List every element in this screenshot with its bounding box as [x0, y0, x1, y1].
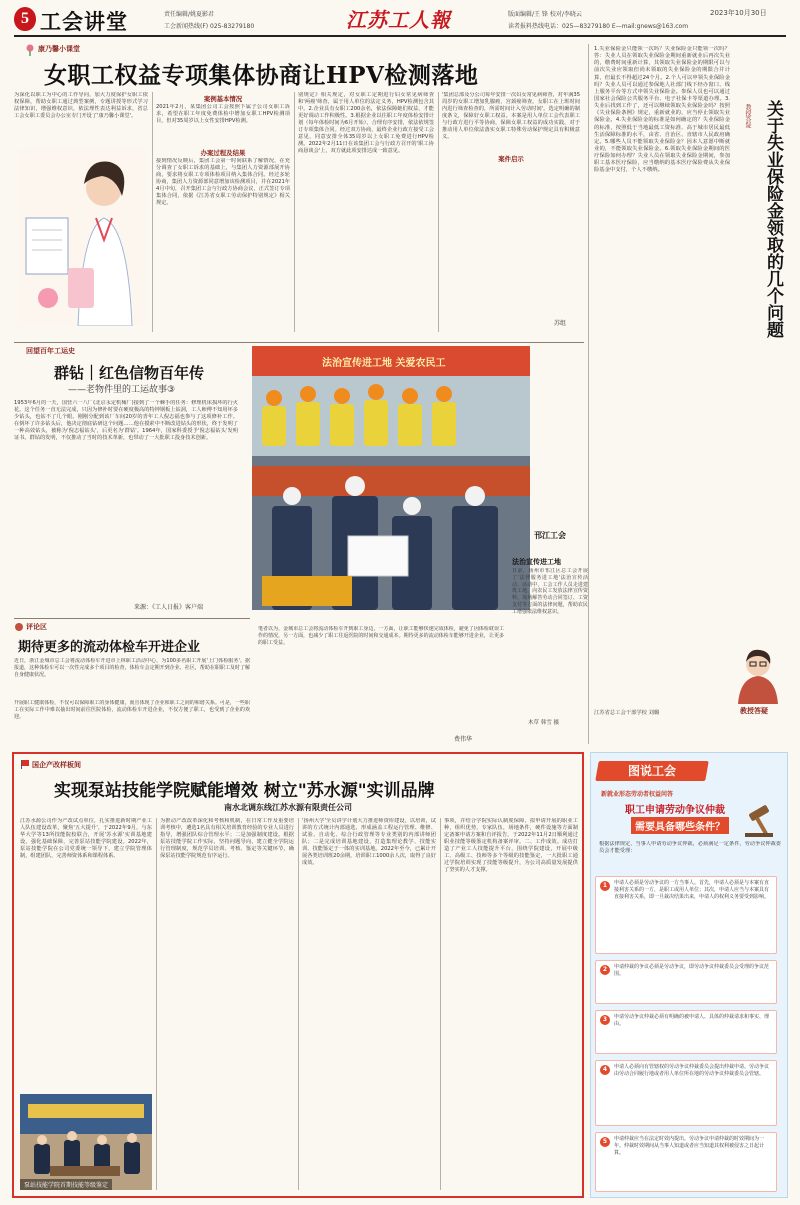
history-subhead: ——老物件里的工运故事③: [68, 385, 176, 395]
section-heading-case: 案例基本情况: [203, 95, 243, 103]
infographic-lead: 根据法律规定，当事人申请劳动争议仲裁，必须满足一定条件，劳动争议仲裁委员会才能受理：: [599, 841, 781, 855]
commentary-kicker: 评论区: [26, 622, 47, 631]
col-rule: [438, 92, 439, 332]
step-text: 申请仲裁的争议必须是劳动争议，即劳动争议仲裁委员会受理的争议范围。: [614, 964, 770, 977]
step-5: [595, 1132, 777, 1192]
section-heading-process: 办案过程及结果: [200, 149, 246, 157]
qa-stamp: 教授答疑: [740, 707, 768, 715]
top-story: [14, 44, 584, 342]
infographic-tag-text: 图说工会: [627, 764, 676, 778]
layout-meta: 版面编辑/王 锋 校对/李晓云: [508, 11, 582, 18]
history-kicker: 回望百年工运史: [26, 346, 75, 355]
training-photo: [20, 1094, 152, 1190]
top-story-col4: '集团总部及分公司每年安排一次妇女常见病筛查，对年满35周岁的女职工增加乳腺癌、宫颈癌筛查。女职工在上班时间内进行筛查检查的，所需时间计入劳动时间'。选定明确的制度条文，保障好女职工权益。本案是用人单位工会代表职工与行政方进行平等协商，保障女职工权益的成功实践，对于推动用人单位依法落实女职工特殊劳动保护规定具有积极意义。: [442, 92, 580, 141]
top-story-byline: 苏组: [554, 320, 567, 327]
caption-credit: 木草 韩雪 摄: [528, 720, 559, 726]
step-number: 5: [600, 1137, 610, 1147]
page-header: [0, 0, 800, 40]
section-heading-lessons: 案件启示: [498, 155, 524, 163]
col-rule: [156, 818, 157, 1190]
section-title: 工会讲堂: [40, 9, 128, 34]
feature-subhead: 南水北调东线江苏水源有限责任公司: [224, 803, 352, 812]
top-story-headline: 女职工权益专项集体协商让HPV检测落地: [44, 62, 479, 89]
contact-line: 读者报料热线电话：025—83279180 E—mail:gnews@163.com: [508, 23, 689, 30]
top-story-col2: 2021年2月，某集团公司工会按照下属子公司女职工诉求，希望在职工年度免费体检中增加女职工HPV检测项目，但对35周岁以上女性安排HPV检测。: [156, 104, 290, 125]
header-rule: [14, 35, 786, 37]
col-rule: [440, 818, 441, 1190]
qa-headline: 关于失业保险金领取的几个问题: [763, 100, 783, 338]
feature-col1: 江苏水源公司作为产改试点单位，扎实推进新时期产业工人队伍建设改革，聚焦'五大提升'，于2022年9月，与东华大学等13所技能院校联合，开展'苏水源'实训基地建设。强化基础保障，完善泵站技能学院建设。2022年，泵站技能学院在公司党委统一领导下，建立学院管理体制，组建团队，完善师资体系和课程体系。: [20, 818, 152, 860]
qa-kicker: 教授答疑: [744, 104, 751, 128]
history-body: 1953年6月的一天，国营六一八厂(北京永定机械厂)接到了一个棘手的任务：修理机床损坏的行火花。这个任务一直无法完成，只因为修补时要在硬度极高的特钟钢板上钻洞，工人师傅不知用坏多少钻头，也钻不了几个眼。刚刚分配到该厂车间20岁的青年工人倪志福也参与了这项修补工作。在倒坏了许多钻头后，他决定彻底钻研这个问题……他在摸索中不断改进钻头的形状，终于发明了一种高效钻头，被称为'倪志福钻头'，后更名为'群钻'。1964年，国家科委授予'倪志福钻头'发明证书。群钻的发明，不仅推动了当时的技术革新，也带动了一大批职工投身技术创新。: [14, 400, 238, 442]
caption-title: 邗江工会: [534, 530, 566, 540]
carnation-icon: [24, 44, 36, 56]
step-text: 申请人必须向有管辖权的劳动争议仲裁委员会提出仲裁申请。劳动争议由劳动合同履行地或者用人单位所在地的劳动争议仲裁委员会管辖。: [614, 1064, 770, 1077]
infographic-title1: 职工申请劳动争议仲裁: [625, 805, 725, 816]
feature-kicker: 国企产改样板间: [32, 760, 81, 769]
step-number: 1: [600, 881, 610, 891]
section-rule: [14, 342, 584, 343]
training-photo-caption: 泵站技能学院首期技能等级鉴定: [20, 1179, 112, 1190]
issue-date: 2023年10月30日: [710, 9, 767, 17]
top-story-col3: 别规定》相关规定，对女职工定期进行妇女常见病筛查和'两癌'筛查，属于用人单位的法定义务，HPV检测包含其中。2.企业具有女职工200余名，依法保障她们权益，才能更好调动工作积极性。3.根据企业以往职工年度体检安排计划（每年体检时间为6月开始），合理有序安排，依法依规签订专项集体合同。经过双方协商，最终企业行政方接受工会意见，同意安排全体35周岁以上女职工免费进行HPV检测。2022年2月11日在该集团工会与行政方召开的'职工协商恳谈会'上，双方就此项安排达成一致意见。: [298, 92, 434, 155]
commentary-col2: 开展职工健康体检，不仅可以保障职工的身体健康，而且体现了企业和职工之间的和谐关系。可是，一些职工在实际工作中难以抽出时间前往医院体检，流动体检车开进企业，不仅方便了职工，也受到了企业的欢迎。: [14, 700, 250, 720]
history-headline: 群钻｜红色信物百年传: [54, 364, 205, 382]
step-3: [595, 1010, 777, 1054]
editor-line: 责任编辑/姚夏影君: [164, 11, 215, 18]
feature-col4: 事项，并结合学院实际认制度保障，拟申请开展的职业工种，组织优势，专家队伍，场地条件，硬件设施等方面制定备案申请方案和自评报告，于2022年11月2日顺利通过职业技能等级鉴定机构备案评审。二、工作成效。成功打造了产业工人技能提升平台，围绕学院建设，开展中级工、高级工、技师等多个等级的技能鉴定，一大批职工通过学院培训实现了技能等级提升，为公司高质量发展提供了坚实的人才支撑。: [444, 818, 578, 874]
commentary: [14, 622, 584, 744]
step-1: [595, 876, 777, 954]
section-rule: [14, 618, 250, 619]
history-source: 来源：《工人日报》客户端: [134, 604, 204, 611]
caption-subtitle: 法治宣传进工地: [512, 557, 561, 566]
feature-story: [12, 752, 584, 1198]
qa-column: [592, 44, 788, 744]
qa-body: 1.失业保险金只能领一次吗？失业保险金只能领一次吗？答：失业人员在领取失业保险金期间重新就业后再次失业的，缴费时间重新计算，其领取失业保险金的期限可以与前次失业应领取但尚未领取的失业保险金的期限合并计算，但最长不得超过24个月。2.个人可以申领失业保险金吗？失业人员可以通过参保地人社部门线下经办窗口、线上服务平台等方式申领失业保险金。参保人员也可以通过国家社会保险公共服务平台、电子社保卡等渠道办理。3.失业后找到工作了，还可以继续领取失业保险金吗？按照《失业保险条例》规定，重新就业的，应当停止领取失业保险金。4.失业保险金的标准是如何确定的？失业保险金的标准，按照低于当地最低工资标准、高于城市居民最低生活保障标准的水平，由省、自治区、直辖市人民政府确定。5.哪些人员不能领取失业保险金？因本人意愿中断就业的，不能领取失业保险金。6.领取失业保险金期间的医疗保险如何办理？失业人员在领取失业保险金期间，参加职工基本医疗保险，应当缴纳的基本医疗保险费从失业保险基金中支付，个人不缴纳。: [594, 46, 730, 174]
infographic-intro: 新就业形态劳动者权益问答: [601, 791, 674, 798]
hotline-line: 工会新闻热线(F) 025-83279180: [164, 23, 255, 30]
top-story-col2b: 接到情况反映后，集团工会第一时间联系了解情况，在充分调查了女职工诉求的基础上，与集团人力资源部展开协商，要求将女职工专项体检项目纳入集体合同。经过多轮协商，集团人力资源部同意增加该检测项目，并在2021年4月中旬，召开集团工会与行政方协商会议，正式签订专项集体合同，依据《江苏省女职工劳动保护特别规定》相关规定。: [156, 158, 290, 207]
feature-headline: 实现泵站技能学院赋能增效 树立"苏水源"实训品牌: [54, 781, 435, 801]
feature-col2: 为推动产改改革深化和考核和机制，在日常工作及重要培训考核中，遴选1名具有相关培训教育经验的专业人员进行指导，增强团队综合管理水平；二是加强制度建设。根据泵站技能学院工作实际，坚持问题导向，建立健全学院运行管理制度，规范学员培训、考核、鉴定等关键环节，确保泵站技能学院规范有序运行。: [160, 818, 294, 860]
step-number: 3: [600, 1015, 610, 1025]
step-number: 2: [600, 965, 610, 975]
step-text: 申请人必须是劳动争议的一方当事人。首先，申请人必须是与本案有直接利害关系的一方，是职工或用人单位；其次，申请人应当与本案具有直接利害关系，即一旦裁决结果出来，申请人的权利义务要受到影响。: [614, 880, 770, 900]
top-story-kicker: 康乃馨小课堂: [38, 44, 80, 53]
infographic-tag: [595, 761, 709, 781]
commentary-col1: 近日，浙江金城市总工会将流动体检车开进市上林职工活动中心，为100多名职工开展'上门体检服务'。据报道，这种体检车可以一次性完成多个项目的检查，体检车会定期开到企业、社区，帮助在职职工及时了解自身健康状况。: [14, 658, 250, 678]
feature-col3: '扬州大学'全员讲学计划大力推进师资库建设，以培训，试讲的方式统计内部通选，形成涵盖工程运行管理、维修、试验、自动化、综合行政管理等专业类别的内部讲师团队；二是完成培训基地建设，打造集理论教学、技能实训、技能鉴定于一体的实训基地。2022年至今，已累计开展各类培训班20余期，培训职工1000余人次，取得了良好成效。: [302, 818, 436, 867]
step-2: [595, 960, 777, 1004]
flag-icon: [20, 759, 30, 769]
top-story-col1: 为深化以职工为中心的工作导向，加大力度保护女职工依权保障，帮助女职工通过典型案例，专题讲授等形式学习法律知识，增强维权意识，依法理性表达利益诉求，省总工会女职工委员会办公室专门开设了'康乃馨小课堂'。: [14, 92, 148, 120]
caption-text: 日前，扬州市邗江区总工会开展了'法律服务进工地'法治宣传活动。活动中，工会工作人员走进建筑工地，向农民工发放法律宣传资料，现场解答劳动合同签订、工资支付等方面的法律问题，帮助农民工增强依法维权意识。: [512, 568, 588, 615]
construction-site-photo: [252, 346, 530, 610]
step-text: 申请仲裁应当在法定时效内提出。劳动争议申请仲裁的时效期间为一年。仲裁时效期间从当事人知道或者应当知道其权利被侵害之日起计算。: [614, 1136, 765, 1156]
step-4: [595, 1060, 777, 1126]
step-number: 4: [600, 1065, 610, 1075]
col-rule: [152, 92, 153, 332]
page-number-badge: 5: [14, 7, 36, 31]
masthead-logo: 江苏工人報: [346, 8, 451, 32]
col-rule: [298, 818, 299, 1190]
qa-byline: 江苏省总工会干部学校 刘璐: [594, 710, 660, 716]
history-story: [14, 346, 244, 616]
training-scene: [20, 1094, 152, 1190]
worker-illustration: [18, 148, 146, 326]
infographic-title2: 需要具备哪些条件？: [631, 817, 729, 834]
banner-text: 法治宣传进工地 关爱农民工: [322, 358, 446, 369]
comment-icon: [14, 622, 24, 632]
gavel-icon: [741, 799, 781, 839]
col-rule: [294, 92, 295, 332]
professor-illustration: [730, 644, 786, 704]
commentary-col3: 笔者以为，金城市总工会将流动体检车开到职工身边，一方面，让职工能够快速完成体检，避免了因体检耽误工作的情况，另一方面，也减少了职工往返医院的时间和交通成本。期待更多的流动体检车能够开进企业，让更多的职工受益。: [258, 626, 504, 646]
photo-scene: [252, 346, 530, 610]
commentary-headline: 期待更多的流动体检车开进企业: [18, 640, 201, 655]
commentary-byline: 费伟华: [454, 736, 473, 743]
step-text: 申请劳动争议仲裁必须有明确的被申请人、具体的仲裁请求和事实、理由。: [614, 1014, 770, 1027]
